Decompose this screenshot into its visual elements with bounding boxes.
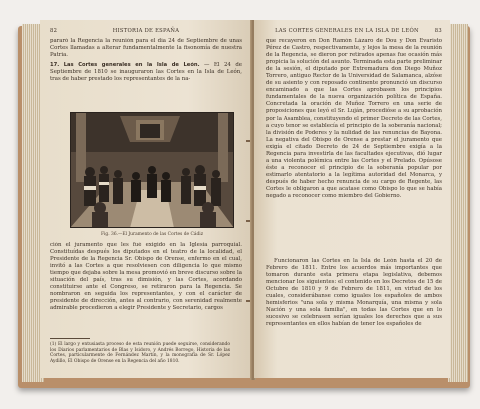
left-running-title: HISTORIA DE ESPAÑA <box>112 28 180 34</box>
engraving-figure <box>70 112 234 228</box>
page-edges-right <box>448 24 468 382</box>
left-paragraph-bottom <box>50 242 242 334</box>
left-page <box>40 20 252 378</box>
binding-stitch-3 <box>246 300 250 302</box>
left-page-number: 82 <box>50 28 58 34</box>
right-paragraph-1-text: que recayeron en Don Ramón Lázaro de Dou y Don Evaristo Pérez de Castro, respectivamente, y lejos la mesa de la reunión de la Regencia, se dieron por retirados apenas fue ocasión más propicia la solución del asunto. Terminada esta parte preliminar de la sesión, el diputado por Extremadura don Diego Muñoz Torrero, antiguo Rector de la Universidad de Salamanca, alzóse de su asiento y con reposado continente pronunció un discurso encaminado a que las Cortes aprobasen los principios fundamentales de la nueva organización política de España. Concretada la oración de Muñoz Torrero en una serie de proposiciones que leyó el Sr. Luján, procedióse a su aprobación por la Asamblea, constituyendo el primer Decreto de las Cortes, a cuyo tenor se establecía el principio de la soberanía nacional; la división de Poderes y la nulidad de las renuncias de Bayona. La negativa del Obispo de Orense a prestar el juramento que exigía el citado Decreto de 24 de Septiembre exigía a la Regencia para investirla de las facultades ejecutivas, dió lugar a una violenta polémica entre las Cortes y el Prelado. Opúsose éste a reconocer el principio de la soberanía popular por estimarlo atentatorio a la legítima autoridad del Monarca, y después de haber hecho renuncia de su cargo de Regente, las Cortes le obligaron a que acatase como Obispo lo que se había negado a reconocer como miembro del Gobierno. <box>266 38 442 200</box>
footnote-rule <box>50 338 90 339</box>
figure-caption: Fig. 36.—El Juramento de las Cortes de Cádiz <box>100 232 204 237</box>
left-paragraph-top-text: pararó la Regencia la reunión para el día 24 de Septiembre de unas Cortes llamadas a alterar fundamentalmente la fisonomía de nuestra Patria. <box>50 38 242 59</box>
right-page <box>254 20 450 378</box>
section-text: — El 24 de Septiembre de 1810 se inauguraron las Cortes en la Isla de León, tras de haber prestado los representantes de la na- <box>50 62 242 83</box>
left-paragraph-top <box>50 38 242 60</box>
left-section <box>50 62 242 107</box>
right-paragraph-2-text: Funcionaron las Cortes en la Isla de León hasta el 20 de Febrero de 1811. Entre los acuerdos más importantes que tomaron durante esta primera etapa legislativa, debemos mencionar los siguientes: el contenido en los Decretos de 15 de Octubre de 1810 y 9 de Febrero de 1811, en virtud de los cuales, considerábanse como iguales los españoles de ambos hemisferios "una sola y misma Monarquía, una misma y sola Nación y una sola familia", en todas las Cortes que en lo sucesivo se celebrasen serían iguales los derechos que a sus representantes en ellos habían de tener los españoles de <box>266 258 442 328</box>
footnote: (1) El largo y entusiasta proceso de esta reunión puede seguirse, considerando los Diarios parlamentarios de Blas y Isidoro, y Andrés Borrego, Historia de las Cortes, particularmente de Fernández Martín, y la monografía de Sr. López Aydillo, El Obispo de Orense en la Regencia del año 1810. <box>50 342 230 364</box>
right-paragraph-1 <box>266 38 442 256</box>
right-page-number: 83 <box>434 28 442 34</box>
right-running-title: LAS CORTES GENERALES EN LA ISLA DE LEÓN <box>275 28 419 34</box>
binding-stitch-2 <box>246 220 250 222</box>
binding-stitch-1 <box>246 140 250 142</box>
left-paragraph-bottom-text: ción el juramento que les fué exigido en la Iglesia parroquial. Constituídas después los diputados en el teatro de la localidad, el Presidente de la Regencia Sr. Obispo de Orense, enfermo en el cual, invitó a las Cortes a que resolviesen con diligencia lo que mismo tiempo que dejaba sobre la mesa promovió en breve discurso sobre la situación del país, tras su dimisión, y las Cortes, acordando constituirse ante el Congreso, se retiraron para la Regencia. Se nombraron en seguida los representantes, y con el carácter de presidente de dirección, antes al contrario, con serenidad realmente admirable procedieron a elegir Presidente y Secretario, cargos <box>50 242 242 312</box>
right-paragraph-2 <box>266 258 442 372</box>
open-book <box>18 20 470 390</box>
section-heading: 17. Las Cortes generales en la Isla de León. <box>50 62 200 68</box>
